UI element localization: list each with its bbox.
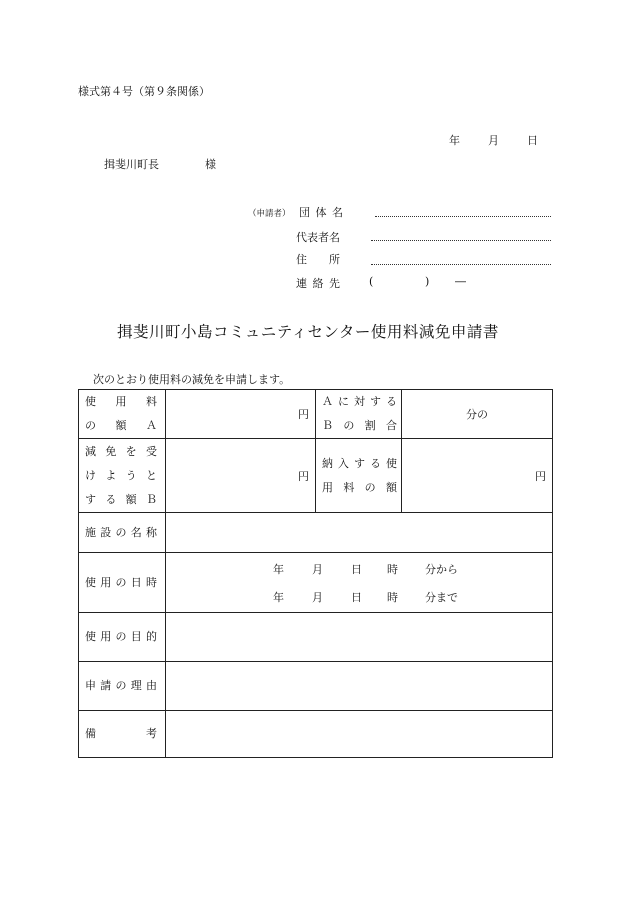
from-day: 日: [351, 563, 362, 576]
group-name-label: 団 体 名: [299, 206, 344, 219]
form-number: 様式第４号（第９条関係）: [78, 85, 210, 98]
ratio-value[interactable]: 分の: [402, 390, 553, 439]
applicant-prefix: （申請者）: [248, 209, 291, 219]
fee-a-label: 使 用 料 の 額 Ａ: [79, 390, 166, 439]
date-day-label: 日: [527, 134, 538, 147]
to-day: 日: [351, 591, 362, 604]
intro-text: 次のとおり使用料の減免を申請します。: [93, 373, 291, 386]
purpose-value[interactable]: [166, 613, 553, 662]
facility-label: 施設の名称: [79, 513, 166, 553]
contact-dash: ―: [455, 275, 466, 288]
address-label: 住 所: [296, 253, 340, 266]
reduced-amount-value[interactable]: 円: [166, 439, 316, 513]
remarks-row: [79, 711, 553, 758]
purpose-row: [79, 613, 553, 662]
fee-a-value[interactable]: 円: [166, 390, 316, 439]
payable-fee-value[interactable]: 円: [402, 439, 553, 513]
contact-paren-open: (: [369, 275, 374, 288]
from-month: 月: [312, 563, 323, 576]
to-month: 月: [312, 591, 323, 604]
payable-fee-label: 納入する使 用 料 の 額: [316, 439, 402, 513]
from-hour: 時: [387, 563, 398, 576]
contact-label: 連 絡 先: [296, 277, 341, 290]
from-year: 年: [273, 563, 284, 576]
from-suffix: 分から: [425, 563, 458, 576]
group-name-field[interactable]: [375, 216, 551, 217]
date-month-label: 月: [488, 134, 499, 147]
addressee: 揖斐川町長: [104, 158, 159, 171]
remarks-value[interactable]: [166, 711, 553, 758]
remarks-label: 備 考: [79, 711, 166, 758]
datetime-row: [79, 553, 553, 613]
address-field[interactable]: [371, 264, 551, 265]
application-table: [78, 389, 553, 758]
fee-row: [79, 390, 553, 439]
representative-field[interactable]: [371, 240, 551, 241]
ratio-label: Ａに対する Ｂ の 割 合: [316, 390, 402, 439]
reduced-amount-label: 減 免 を 受 け よ う と す る 額 Ｂ: [79, 439, 166, 513]
datetime-value[interactable]: [166, 553, 553, 613]
to-hour: 時: [387, 591, 398, 604]
facility-row: [79, 513, 553, 553]
datetime-label: 使用の日時: [79, 553, 166, 613]
document-title: 揖斐川町小島コミュニティセンター使用料減免申請書: [117, 323, 499, 341]
purpose-label: 使用の目的: [79, 613, 166, 662]
to-year: 年: [273, 591, 284, 604]
reason-row: [79, 662, 553, 711]
contact-paren-close: ): [425, 275, 430, 288]
to-suffix: 分まで: [425, 591, 458, 604]
reason-label: 申請の理由: [79, 662, 166, 711]
date-year-label: 年: [449, 134, 460, 147]
representative-label: 代表者名: [296, 231, 340, 244]
honorific: 様: [205, 158, 216, 171]
reason-value[interactable]: [166, 662, 553, 711]
facility-value[interactable]: [166, 513, 553, 553]
reduction-row: [79, 439, 553, 513]
